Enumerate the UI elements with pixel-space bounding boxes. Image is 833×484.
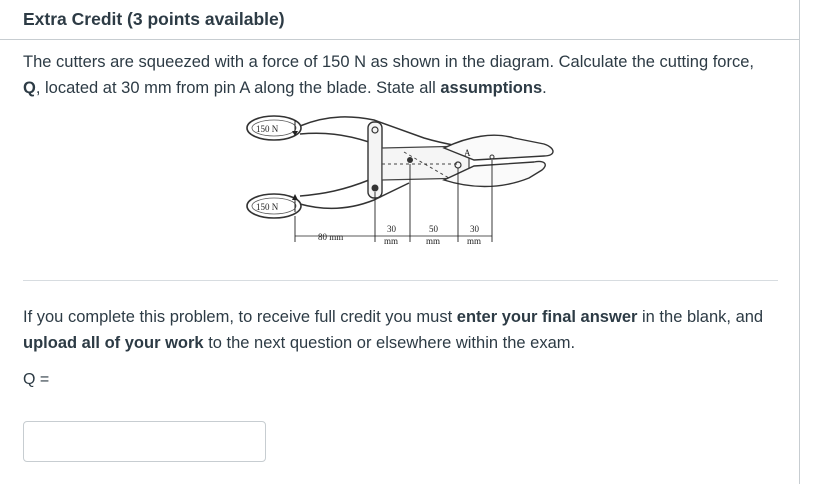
dim-50-unit: mm bbox=[426, 236, 441, 246]
section-divider bbox=[23, 280, 778, 281]
cutters-diagram bbox=[244, 108, 574, 248]
dim-30a-label: 30 bbox=[387, 224, 396, 234]
force-top-label: 150 N bbox=[256, 124, 279, 134]
force-bottom-label: 150 N bbox=[256, 202, 279, 212]
dim-80-label: 80 mm bbox=[318, 232, 344, 242]
pin-a-label: A bbox=[464, 148, 471, 158]
answer-label: Q = bbox=[23, 371, 50, 388]
prompt-assumptions-bold: assumptions bbox=[440, 79, 543, 97]
prompt-q-bold: Q bbox=[23, 79, 36, 97]
instructions-text bbox=[23, 304, 768, 356]
dim-50-label: 50 bbox=[429, 224, 438, 234]
answer-input[interactable] bbox=[23, 421, 266, 462]
instructions-text-1: If you complete this problem, to receive full credit you must bbox=[23, 308, 457, 326]
prompt-text-2: , located at 30 mm from pin A along the blade. State all bbox=[35, 79, 441, 97]
dim-30b-unit: mm bbox=[467, 236, 482, 246]
prompt-text-1: The cutters are squeezed with a force of 150 N as shown in the diagram. Calculate the cutting force, bbox=[23, 53, 754, 71]
dim-30b-label: 30 bbox=[470, 224, 479, 234]
dim-30a-unit: mm bbox=[384, 236, 399, 246]
prompt-text-3: . bbox=[542, 79, 547, 97]
instructions-text-3: to the next question or elsewhere within the exam. bbox=[203, 334, 576, 352]
question-prompt bbox=[23, 49, 768, 101]
instructions-text-2: in the blank, and bbox=[637, 308, 764, 326]
instructions-bold-2: upload all of your work bbox=[23, 334, 204, 352]
instructions-bold-1: enter your final answer bbox=[456, 308, 638, 326]
question-title: Extra Credit (3 points available) bbox=[23, 9, 285, 29]
question-header bbox=[0, 0, 799, 40]
